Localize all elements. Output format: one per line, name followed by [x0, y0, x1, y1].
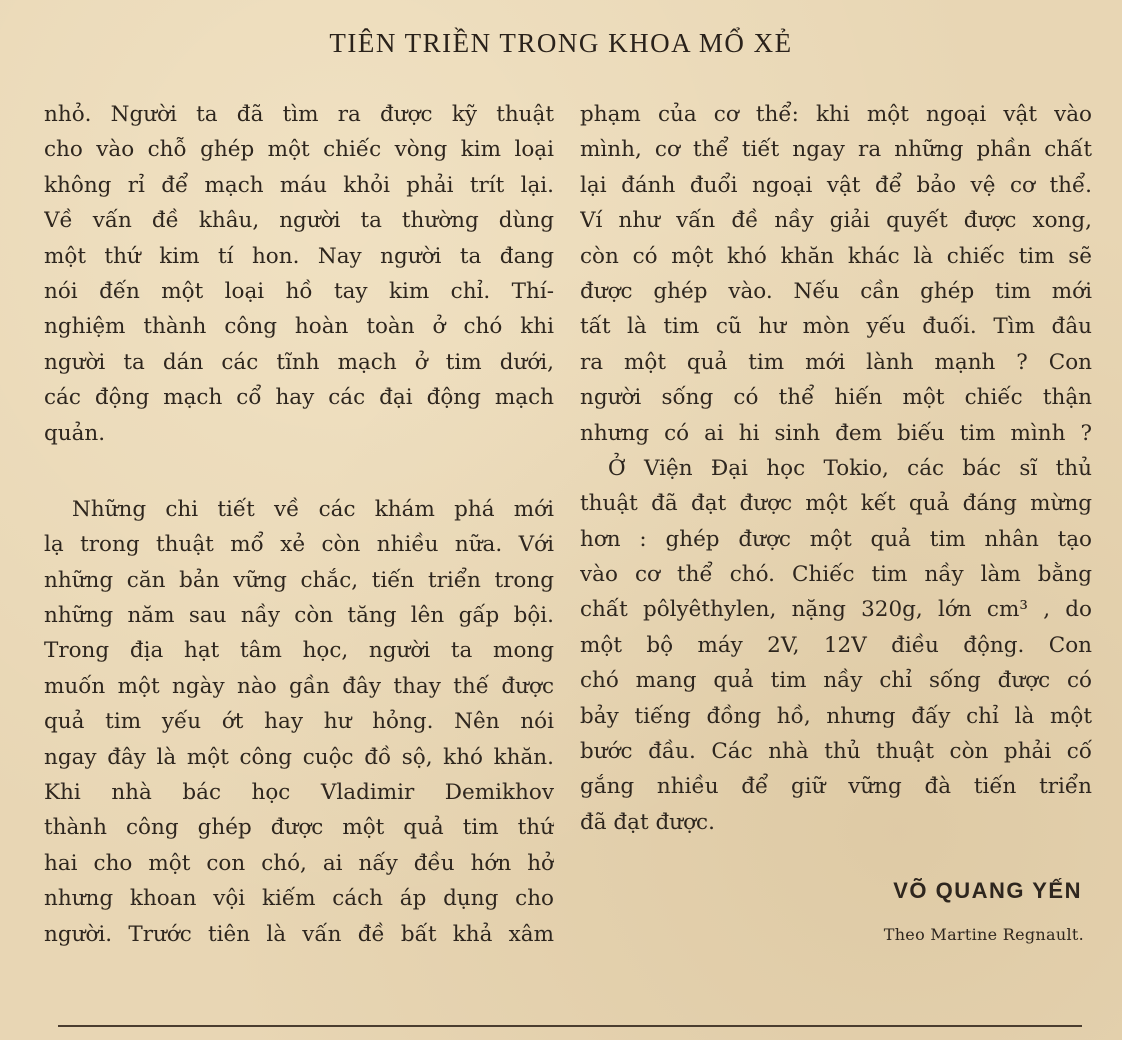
text-line: nói đến một loại hồ tay kim chỉ. Thí-	[44, 278, 554, 304]
left-column	[44, 97, 554, 952]
text-line: gắng nhiều để giữ vững đà tiến triển	[580, 774, 1092, 800]
text-line: Về vấn đề khâu, người ta thường dùng	[44, 208, 554, 234]
text-line: quản.	[44, 420, 106, 446]
text-line: ngay đây là một công cuộc đồ sộ, khó khăn.	[44, 744, 554, 770]
text-line: bước đầu. Các nhà thủ thuật còn phải cố	[580, 739, 1092, 765]
text-line: chó mang quả tim nầy chỉ sống được có	[580, 668, 1092, 694]
text-line: Những chi tiết về các khám phá mới	[72, 496, 554, 522]
text-line: không rỉ để mạch máu khỏi phải trít lại.	[44, 172, 554, 198]
text-line: Ở Viện Đại học Tokio, các bác sĩ thủ	[608, 455, 1092, 481]
text-line: bảy tiếng đồng hồ, nhưng đấy chỉ là một	[580, 703, 1092, 729]
text-line: nhỏ. Người ta đã tìm ra được kỹ thuật	[44, 102, 554, 127]
text-line: hơn : ghép được một quả tim nhân tạo	[580, 526, 1092, 552]
text-line: hai cho một con chó, ai nấy đều hớn hở	[44, 850, 554, 876]
text-line: lạ trong thuật mổ xẻ còn nhiều nữa. Với	[44, 532, 554, 558]
text-line: nghiệm thành công hoàn toàn ở chó khi	[44, 314, 554, 340]
text-line: mình, cơ thể tiết ngay ra những phần chất	[580, 137, 1092, 163]
text-line: vào cơ thể chó. Chiếc tim nầy làm bằng	[580, 562, 1092, 588]
text-line: muốn một ngày nào gần đây thay thế được	[44, 673, 554, 699]
text-line: ra một quả tim mới lành mạnh ? Con	[580, 349, 1092, 375]
text-line: nhưng khoan vội kiếm cách áp dụng cho	[44, 886, 554, 912]
text-line: Trong địa hạt tâm học, người ta mong	[44, 638, 554, 664]
text-line: chất pôlyêthylen, nặng 320g, lớn cm³ , do	[580, 597, 1092, 623]
text-line: tất là tim cũ hư mòn yếu đuối. Tìm đâu	[580, 314, 1092, 340]
text-line: phạm của cơ thể: khi một ngoại vật vào	[580, 102, 1092, 127]
text-line: Khi nhà bác học Vladimir Demikhov	[44, 780, 554, 806]
text-line: nhưng có ai hi sinh đem biếu tim mình ?	[580, 420, 1092, 446]
text-line: còn có một khó khăn khác là chiếc tim sẽ	[580, 243, 1092, 269]
text-line: thuật đã đạt được một kết quả đáng mừng	[580, 491, 1092, 517]
text-line: quả tim yếu ớt hay hư hỏng. Nên nói	[44, 709, 554, 735]
text-line: lại đánh đuổi ngoại vật để bảo vệ cơ thể.	[580, 172, 1092, 198]
bottom-rule	[58, 1025, 1082, 1027]
text-line: những năm sau nầy còn tăng lên gấp bội.	[44, 603, 554, 629]
text-line: người sống có thể hiến một chiếc thận	[580, 385, 1092, 411]
text-line: cho vào chỗ ghép một chiếc vòng kim loại	[44, 137, 554, 163]
text-line: một bộ máy 2V, 12V điều động. Con	[580, 632, 1092, 658]
text-line: Ví như vấn đề nầy giải quyết được xong,	[580, 208, 1092, 234]
text-line: các động mạch cổ hay các đại động mạch	[44, 385, 554, 411]
text-line: một thứ kim tí hon. Nay người ta đang	[44, 243, 554, 269]
text-line: được ghép vào. Nếu cần ghép tim mới	[580, 278, 1092, 304]
text-line: người. Trước tiên là vấn đề bất khả xâm	[44, 921, 554, 947]
text-line: thành công ghép được một quả tim thứ	[44, 815, 554, 841]
author-signature: VÕ QUANG YẾN	[893, 878, 1082, 903]
text-line: đã đạt được.	[580, 809, 715, 835]
paragraph-gap	[44, 451, 554, 492]
text-line: người ta dán các tĩnh mạch ở tim dưới,	[44, 349, 554, 375]
article-title: TIÊN TRIỀN TRONG KHOA MỔ XẺ	[329, 28, 793, 58]
source-credit: Theo Martine Regnault.	[883, 925, 1084, 944]
right-column	[580, 97, 1092, 840]
text-line: những căn bản vững chắc, tiến triển trong	[44, 567, 554, 593]
